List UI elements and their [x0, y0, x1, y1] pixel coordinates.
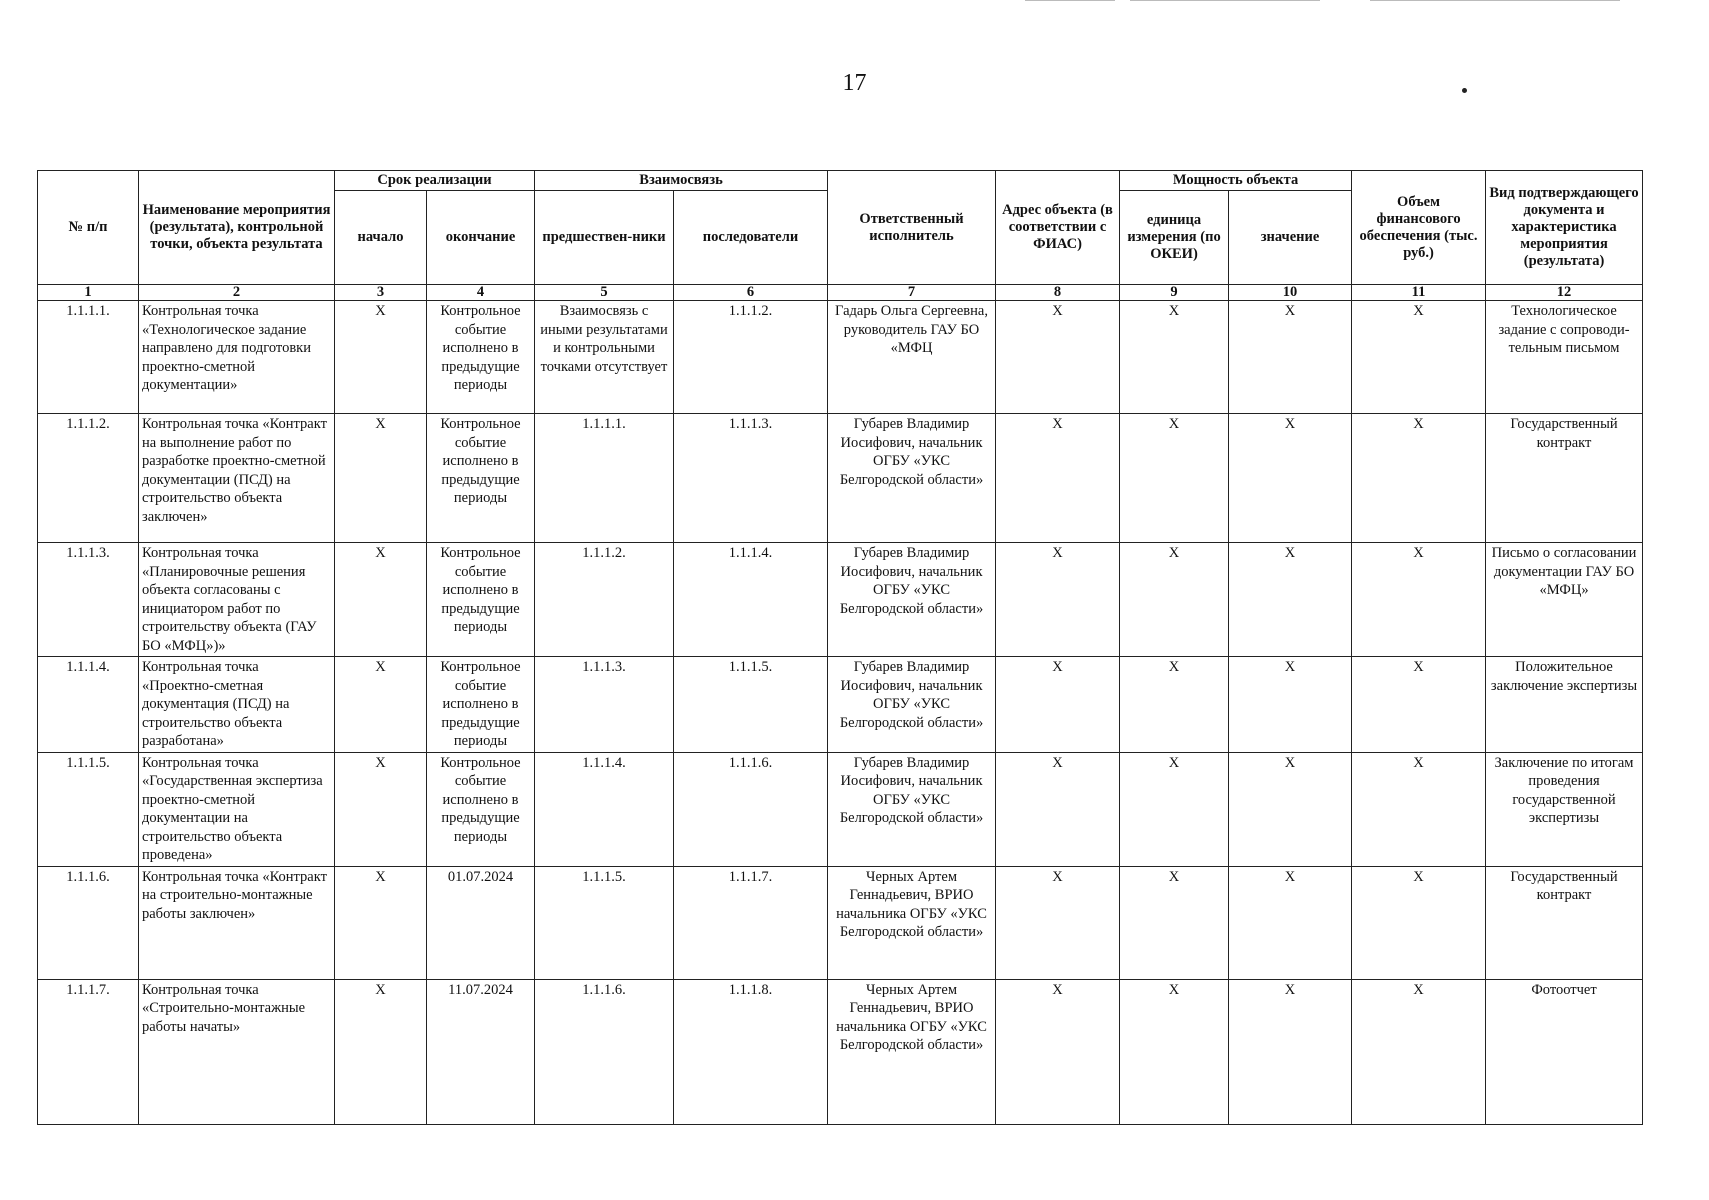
cell-unit: X: [1120, 866, 1229, 979]
cell-num: 1.1.1.1.: [38, 301, 139, 414]
cell-doc: Фотоотчет: [1486, 979, 1643, 1124]
cell-address: X: [996, 543, 1120, 657]
cell-name: Контрольная точка «Контракт на выполнение работ по разработке проектно-сметной документации (ПСД) на строительство объекта заключен»: [139, 414, 335, 543]
cell-unit: X: [1120, 301, 1229, 414]
column-number: 11: [1352, 285, 1486, 301]
cell-finance: X: [1352, 979, 1486, 1124]
column-number: 9: [1120, 285, 1229, 301]
header-start: начало: [335, 191, 427, 285]
cell-address: X: [996, 414, 1120, 543]
table-row: [38, 866, 1643, 979]
cell-end: Контрольное событие исполнено в предыдущие периоды: [427, 657, 535, 753]
cell-value: X: [1229, 866, 1352, 979]
cell-name: Контрольная точка «Контракт на строительно-монтажные работы заключен»: [139, 866, 335, 979]
cell-successors: 1.1.1.3.: [674, 414, 828, 543]
cell-predecessors: Взаимосвязь с иными результатами и контрольными точками отсутствует: [535, 301, 674, 414]
cell-address: X: [996, 657, 1120, 753]
cell-unit: X: [1120, 543, 1229, 657]
header-capacity-group: Мощность объекта: [1120, 171, 1352, 191]
cell-responsible: Черных Артем Геннадьевич, ВРИО начальника ОГБУ «УКС Белгородской области»: [828, 979, 996, 1124]
cell-predecessors: 1.1.1.1.: [535, 414, 674, 543]
header-end: окончание: [427, 191, 535, 285]
cell-successors: 1.1.1.5.: [674, 657, 828, 753]
cell-address: X: [996, 752, 1120, 866]
scan-dot: [1462, 88, 1467, 93]
column-number: 12: [1486, 285, 1643, 301]
column-number: 1: [38, 285, 139, 301]
cell-value: X: [1229, 301, 1352, 414]
cell-value: X: [1229, 543, 1352, 657]
cell-successors: 1.1.1.4.: [674, 543, 828, 657]
column-number: 4: [427, 285, 535, 301]
cell-doc: Положительное заключение экспертизы: [1486, 657, 1643, 753]
cell-responsible: Губарев Владимир Иосифович, начальник ОГБУ «УКС Белгородской области»: [828, 657, 996, 753]
cell-name: Контрольная точка «Государственная экспертиза проектно-сметной документации на строительство объекта проведена»: [139, 752, 335, 866]
cell-finance: X: [1352, 301, 1486, 414]
cell-start: X: [335, 866, 427, 979]
column-number: 5: [535, 285, 674, 301]
cell-successors: 1.1.1.7.: [674, 866, 828, 979]
cell-value: X: [1229, 657, 1352, 753]
cell-successors: 1.1.1.2.: [674, 301, 828, 414]
cell-predecessors: 1.1.1.6.: [535, 979, 674, 1124]
column-number: 8: [996, 285, 1120, 301]
cell-unit: X: [1120, 414, 1229, 543]
cell-num: 1.1.1.7.: [38, 979, 139, 1124]
cell-finance: X: [1352, 752, 1486, 866]
cell-finance: X: [1352, 866, 1486, 979]
cell-end: 01.07.2024: [427, 866, 535, 979]
cell-finance: X: [1352, 657, 1486, 753]
cell-value: X: [1229, 752, 1352, 866]
cell-predecessors: 1.1.1.5.: [535, 866, 674, 979]
header-responsible: Ответственный исполнитель: [828, 171, 996, 285]
column-numbers-row: [38, 285, 1643, 301]
header-link-group: Взаимосвязь: [535, 171, 828, 191]
cell-doc: Заключение по итогам проведения государственной экспертизы: [1486, 752, 1643, 866]
cell-doc: Технологическое задание с сопроводи-тельным письмом: [1486, 301, 1643, 414]
column-number: 6: [674, 285, 828, 301]
cell-name: Контрольная точка «Технологическое задание направлено для подготовки проектно-сметной документации»: [139, 301, 335, 414]
cell-responsible: Черных Артем Геннадьевич, ВРИО начальника ОГБУ «УКС Белгородской области»: [828, 866, 996, 979]
cell-successors: 1.1.1.8.: [674, 979, 828, 1124]
table-row: [38, 657, 1643, 753]
cell-num: 1.1.1.4.: [38, 657, 139, 753]
cell-end: Контрольное событие исполнено в предыдущие периоды: [427, 414, 535, 543]
header-name: Наименование мероприятия (результата), контрольной точки, объекта результата: [139, 171, 335, 285]
cell-start: X: [335, 301, 427, 414]
cell-start: X: [335, 414, 427, 543]
cell-unit: X: [1120, 752, 1229, 866]
cell-predecessors: 1.1.1.3.: [535, 657, 674, 753]
cell-responsible: Губарев Владимир Иосифович, начальник ОГБУ «УКС Белгородской области»: [828, 752, 996, 866]
table-header: [38, 171, 1643, 301]
header-finance: Объем финансового обеспечения (тыс. руб.): [1352, 171, 1486, 285]
cell-finance: X: [1352, 543, 1486, 657]
column-number: 3: [335, 285, 427, 301]
table-row: [38, 301, 1643, 414]
cell-end: Контрольное событие исполнено в предыдущие периоды: [427, 543, 535, 657]
cell-start: X: [335, 657, 427, 753]
cell-num: 1.1.1.3.: [38, 543, 139, 657]
header-address: Адрес объекта (в соответствии с ФИАС): [996, 171, 1120, 285]
cell-responsible: Губарев Владимир Иосифович, начальник ОГБУ «УКС Белгородской области»: [828, 543, 996, 657]
cell-start: X: [335, 752, 427, 866]
cell-name: Контрольная точка «Планировочные решения объекта согласованы с инициатором работ по строительству объекта (ГАУ БО «МФЦ»)»: [139, 543, 335, 657]
cell-unit: X: [1120, 979, 1229, 1124]
header-num: № п/п: [38, 171, 139, 285]
table-body: [38, 301, 1643, 1125]
cell-start: X: [335, 979, 427, 1124]
control-points-table: [37, 170, 1643, 1125]
cell-predecessors: 1.1.1.2.: [535, 543, 674, 657]
cell-predecessors: 1.1.1.4.: [535, 752, 674, 866]
scan-edge-line: [1130, 0, 1320, 1]
header-doc-type: Вид подтверждающего документа и характеристика мероприятия (результата): [1486, 171, 1643, 285]
cell-value: X: [1229, 979, 1352, 1124]
scan-edge-line: [1025, 0, 1115, 1]
cell-unit: X: [1120, 657, 1229, 753]
header-predecessors: предшествен-ники: [535, 191, 674, 285]
header-unit: единица измерения (по ОКЕИ): [1120, 191, 1229, 285]
column-number: 10: [1229, 285, 1352, 301]
header-value: значение: [1229, 191, 1352, 285]
column-number: 2: [139, 285, 335, 301]
cell-finance: X: [1352, 414, 1486, 543]
cell-end: Контрольное событие исполнено в предыдущие периоды: [427, 301, 535, 414]
cell-address: X: [996, 979, 1120, 1124]
cell-doc: Государственный контракт: [1486, 414, 1643, 543]
cell-address: X: [996, 301, 1120, 414]
table-row: [38, 752, 1643, 866]
cell-doc: Письмо о согласовании документации ГАУ БО «МФЦ»: [1486, 543, 1643, 657]
scan-edge-line: [1370, 0, 1620, 1]
cell-doc: Государственный контракт: [1486, 866, 1643, 979]
table-row: [38, 979, 1643, 1124]
cell-address: X: [996, 866, 1120, 979]
cell-responsible: Губарев Владимир Иосифович, начальник ОГБУ «УКС Белгородской области»: [828, 414, 996, 543]
cell-end: 11.07.2024: [427, 979, 535, 1124]
cell-start: X: [335, 543, 427, 657]
cell-value: X: [1229, 414, 1352, 543]
cell-responsible: Гадарь Ольга Сергеевна, руководитель ГАУ БО «МФЦ: [828, 301, 996, 414]
header-successors: последователи: [674, 191, 828, 285]
page-number: 17: [842, 70, 867, 96]
cell-end: Контрольное событие исполнено в предыдущие периоды: [427, 752, 535, 866]
cell-name: Контрольная точка «Строительно-монтажные работы начаты»: [139, 979, 335, 1124]
cell-num: 1.1.1.5.: [38, 752, 139, 866]
cell-num: 1.1.1.2.: [38, 414, 139, 543]
header-term-group: Срок реализации: [335, 171, 535, 191]
cell-name: Контрольная точка «Проектно-сметная документация (ПСД) на строительство объекта разработана»: [139, 657, 335, 753]
cell-successors: 1.1.1.6.: [674, 752, 828, 866]
column-number: 7: [828, 285, 996, 301]
cell-num: 1.1.1.6.: [38, 866, 139, 979]
table-row: [38, 414, 1643, 543]
table-row: [38, 543, 1643, 657]
